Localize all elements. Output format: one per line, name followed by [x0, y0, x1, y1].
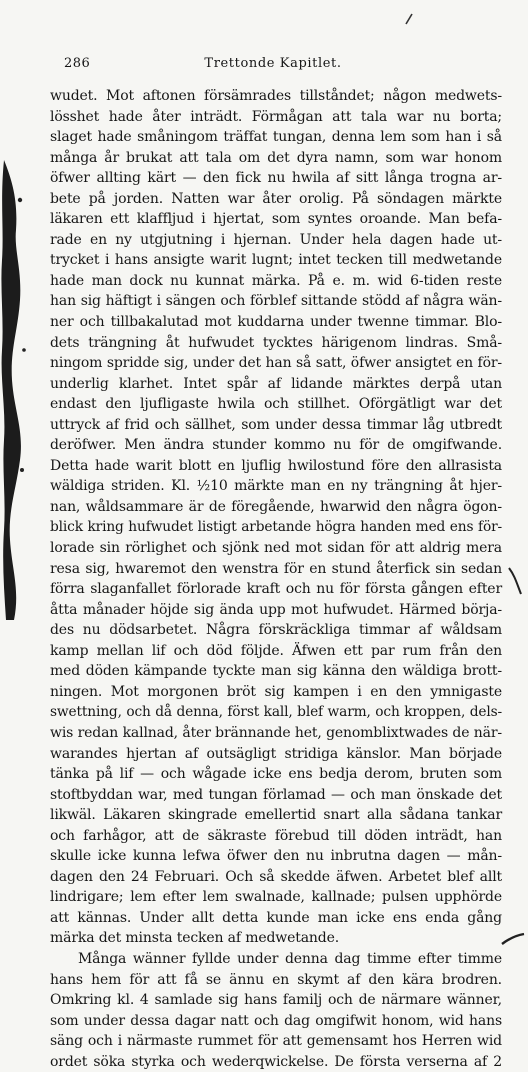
text-line: hade man dock nu kunnat märka. På e. m. wid 6-tiden reste	[50, 272, 502, 289]
text-line: warandes hjertan af outsägligt stridiga känslor. Man började	[50, 745, 502, 762]
text-line: wis redan kallnad, åter brännande het, genomblixtwades de när-	[50, 724, 502, 741]
text-line: som under dessa dagar natt och dag omgifwit honom, wid hans	[50, 1012, 502, 1029]
text-line: wudet. Mot aftonen försämrades tillståndet; någon medwets-	[50, 88, 502, 104]
text-line: ner och tillbakalutad mot kuddarna under twenne timmar. Blo-	[50, 314, 502, 331]
text-line: att kännas. Under allt detta kunde man icke ens enda gång	[50, 909, 502, 926]
text-line: dagen den 24 Februari. Och så skedde äfwen. Arbetet blef allt	[50, 868, 502, 885]
text-line: endast den ljufligaste hwila och stillhet. Oförgätligt war det	[50, 396, 502, 413]
chapter-title: Trettonde Kapitlet.	[204, 56, 342, 71]
text-line: Många wänner fyllde under denna dag timme efter timme	[78, 950, 502, 967]
text-line: stoftbyddan war, med tungan förlamad — och man önskade det	[50, 786, 502, 803]
text-line: blick kring hufwudet listigt arbetande högra handen med ens för-	[50, 519, 502, 536]
text-line: tänka på lif — och wågade icke ens bedja derom, bruten som	[50, 766, 502, 783]
stray-mark-right-margin	[506, 566, 524, 596]
text-line: Detta hade warit blott en ljuflig hwilostund före den allrasista	[50, 457, 502, 474]
text-line: slaget hade småningom träffat tungan, denna lem som han i så	[50, 129, 502, 146]
text-line: lorade sin rörlighet och sjönk ned mot sidan för att aldrig mera	[50, 540, 502, 557]
text-line: öfwer allting kärt — den fick nu hwila af sitt långa trogna ar-	[50, 170, 502, 187]
text-line: många år brukat att tala om det dyra namn, som war honom	[50, 149, 502, 166]
text-line: lindrigare; lem efter lem swalnade, kallnade; pulsen upphörde	[50, 889, 502, 906]
text-line: märka det minsta tecken af medwetande.	[50, 930, 340, 947]
text-line: kamp mellan lif och död följde. Äfwen ett par rum från den	[50, 642, 502, 659]
page-number: 286	[64, 56, 91, 71]
text-line: med döden kämpande tyckte man sig känna den wäldiga brott-	[50, 663, 502, 680]
ink-blot-left-margin	[0, 140, 30, 660]
text-line: förra slaganfallet förlorade kraft och nu för första gången efter	[50, 581, 502, 598]
text-line: swettning, och då denna, först kall, blef warm, och kroppen, dels-	[50, 704, 502, 721]
text-line: hans hem för att få se ännu en skymt af den kära brodren.	[50, 971, 502, 988]
text-line: läkaren ett klaffljud i hjertat, som syntes oroande. Man befa-	[50, 211, 502, 228]
text-line: han sig häftigt i sängen och förblef sittande stödd af några wän-	[50, 293, 502, 310]
text-line: ningen. Mot morgonen bröt sig kampen i en den ymnigaste	[50, 683, 502, 700]
text-line: säng och i närmaste rummet för att gemensamt hos Herren wid	[50, 1033, 502, 1050]
body-text	[50, 86, 502, 1072]
text-line: Omkring kl. 4 samlade sig hans familj och de närmare wänner,	[50, 992, 502, 1009]
text-line: des nu dödsarbetet. Några förskräckliga timmar af wåldsam	[50, 622, 502, 639]
page-header	[44, 56, 502, 74]
text-line: nan, wåldsammare är de föregående, hwarwid den några ögon-	[50, 498, 502, 515]
text-line: rade en ny utgjutning i hjernan. Under hela dagen hade ut-	[50, 231, 502, 248]
text-line: dets trängning åt hufwudet tycktes härigenom lindras. Små-	[50, 334, 502, 351]
text-line: bete på jorden. Natten war åter orolig. På söndagen märkte	[50, 190, 502, 207]
text-line: wäldiga striden. Kl. ½10 märkte man en ny trängning åt hjer-	[50, 478, 502, 495]
text-line: likwäl. Läkaren skingrade emellertid snart alla sådana tankar	[50, 807, 502, 824]
text-line: resa sig, hwaremot den wenstra för en stund återfick sin sedan	[50, 560, 502, 577]
text-line: deröfwer. Men ändra stunder kommo nu för de omgifwande.	[50, 437, 502, 454]
text-line: och farhågor, att de säkraste förebud till döden inträdt, han	[50, 827, 502, 844]
text-line: underlig klarhet. Intet spår af lidande märktes derpå utan	[50, 375, 502, 392]
text-line: åtta månader höjde sig ända upp mot hufwudet. Härmed börja-	[50, 601, 502, 618]
text-line: ningom spridde sig, under det han så satt, öfwer ansigtet en för-	[50, 355, 502, 372]
text-line: ordet söka styrka och wederqwickelse. De första verserna af 2	[50, 1053, 502, 1070]
text-line: uttryck af frid och sällhet, som under dessa timmar låg utbredt	[50, 416, 502, 433]
text-line: trycket i hans ansigte warit lugnt; intet tecken till medwetande	[50, 252, 502, 269]
stray-mark-top-right	[404, 12, 414, 26]
text-line: skulle icke kunna lefwa öfwer den nu inbrutna dagen — mån-	[50, 848, 502, 865]
stray-mark-bottom-right	[500, 932, 526, 946]
text-line: lösshet hade åter inträdt. Förmågan att tala war nu borta;	[50, 108, 502, 125]
